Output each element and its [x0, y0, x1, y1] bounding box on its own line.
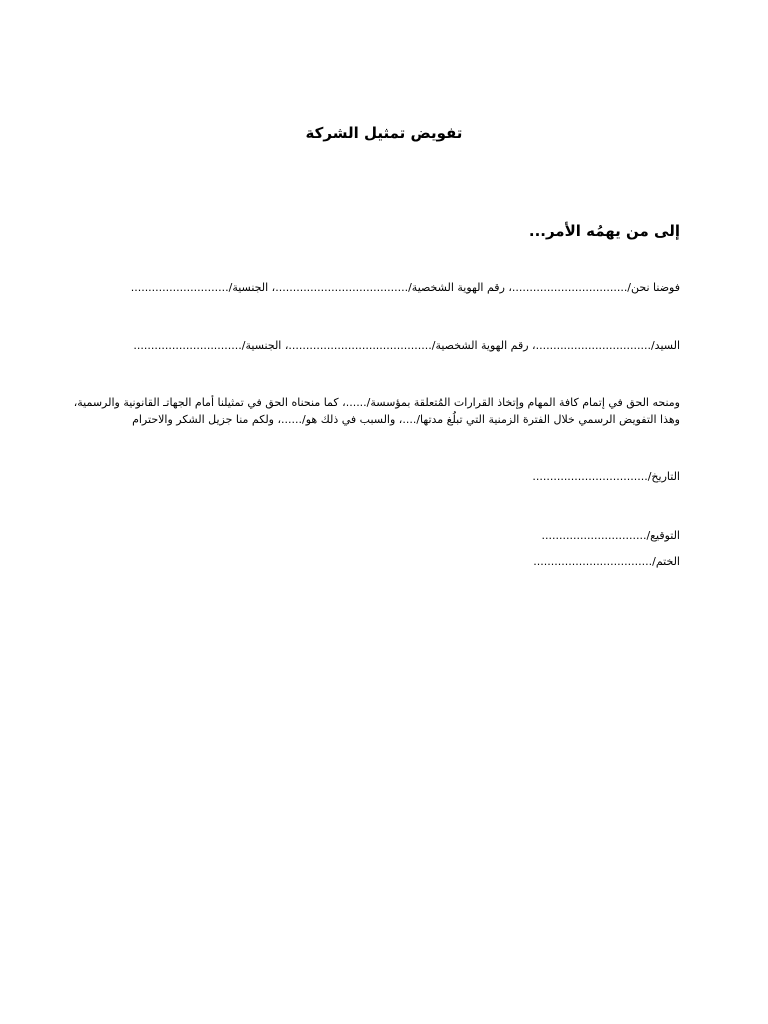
- stamp-line: الختم/..................................: [533, 555, 680, 568]
- delegate-line: السيد/.................................، رقم الهوية الشخصية/.........................................، الجنسية/...............................: [133, 339, 680, 352]
- grant-paragraph-line-2: وهذا التفويض الرسمي خلال الفترة الزمنية التي تبلُغ مدتها/....، والسبب في ذلك هو/......، ولكم منا جزيل الشكر والاحترام: [132, 413, 680, 426]
- grant-paragraph-line-1: ومنحه الحق في إتمام كافة المهام وإتخاذ القرارات المُتعلقة بمؤسسة/......، كما منحناه الحق في تمثيلنا أمام الجهاتـ القانونية والرسمية،: [73, 396, 680, 409]
- delegators-line: فوضنا نحن/.................................، رقم الهوية الشخصية/......................................، الجنسية/............................: [130, 281, 680, 294]
- document-title: تفويض تمثيل الشركة: [305, 124, 463, 142]
- date-line: التاريخ/.................................: [532, 470, 680, 483]
- grant-paragraph: [73, 394, 680, 428]
- signature-line: التوقيع/..............................: [541, 529, 680, 542]
- greeting: إلى من يهمُه الأمر...: [528, 222, 680, 240]
